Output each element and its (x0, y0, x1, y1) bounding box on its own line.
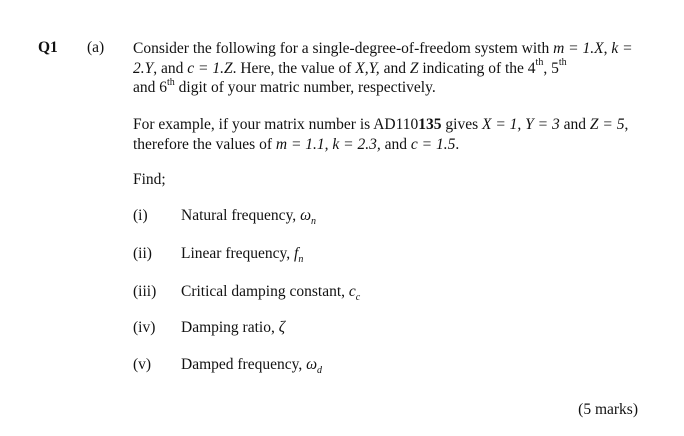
example-z-value: Z = 5 (589, 116, 625, 133)
ordinal-suffix-6th: th (167, 76, 175, 88)
intro-text-1: Consider the following for a single-degree-of-freedom system with (133, 40, 554, 57)
xyz-variables: X,Y, (355, 59, 380, 77)
intro-text-3: , and (153, 59, 188, 77)
item-text: Damped frequency, $\omega_d$ (181, 356, 323, 377)
intro-text-4: . Here, the value of (232, 59, 356, 77)
find-label: Find; (133, 171, 166, 188)
item-number: (iii) (133, 283, 157, 300)
example-text-6: . (455, 135, 460, 153)
item-text: Linear frequency, $f_n$ (181, 245, 304, 266)
example-text-4: , therefore the values of (133, 116, 629, 153)
damping-equation: c = 1.Z (187, 59, 233, 77)
intro-text-2: , (603, 40, 612, 57)
item-text: Natural frequency, $\omega_n$ (181, 207, 317, 228)
question-part-label: (a) (87, 39, 105, 56)
omega-symbol: ω (300, 207, 312, 224)
example-c-value: c = 1.5 (410, 135, 456, 153)
intro-text-5: and (379, 59, 410, 77)
intro-text-8: and 6 (133, 79, 168, 96)
question-number: Q1 (38, 39, 58, 56)
symbol-subscript: d (317, 365, 323, 377)
zeta-symbol: ζ (278, 319, 285, 336)
example-text-1: For example, if your matrix number is AD110 (133, 116, 419, 133)
example-text-5: and (380, 135, 411, 153)
symbol-subscript: c (355, 292, 361, 304)
symbol-subscript: n (298, 254, 304, 266)
c-symbol: c (348, 283, 356, 300)
ordinal-suffix-4th: th (535, 57, 544, 69)
intro-text-7: , 5 (543, 59, 559, 77)
item-number: (iv) (133, 319, 156, 336)
question-intro-paragraph (133, 39, 648, 98)
stiffness-equation: k = 2.Y (133, 40, 633, 77)
symbol-subscript: n (311, 216, 317, 228)
marks-label: (5 marks) (578, 401, 638, 418)
example-paragraph (133, 115, 648, 154)
ordinal-suffix-5th: th (558, 57, 567, 69)
example-mk-values: m = 1.1, k = 2.3, (275, 135, 381, 153)
example-xy-values: X = 1, Y = 3 (482, 116, 560, 133)
omega-symbol: ω (306, 356, 318, 373)
z-variable: Z (409, 59, 419, 77)
item-text: Critical damping constant, $c_c$ (181, 283, 361, 304)
item-number: (v) (133, 356, 152, 373)
item-text: Damping ratio, ζ (181, 319, 285, 336)
item-number: (ii) (133, 245, 152, 262)
item-number: (i) (133, 207, 148, 224)
example-text-3: and (559, 116, 590, 133)
intro-text-9: digit of your matric number, respectively. (174, 79, 436, 96)
intro-text-6: indicating of the 4 (418, 59, 536, 77)
example-bold-digits: 135 (418, 116, 442, 133)
mass-equation: m = 1.X (553, 40, 604, 57)
f-symbol: f (294, 245, 299, 262)
example-text-2: gives (441, 116, 482, 133)
